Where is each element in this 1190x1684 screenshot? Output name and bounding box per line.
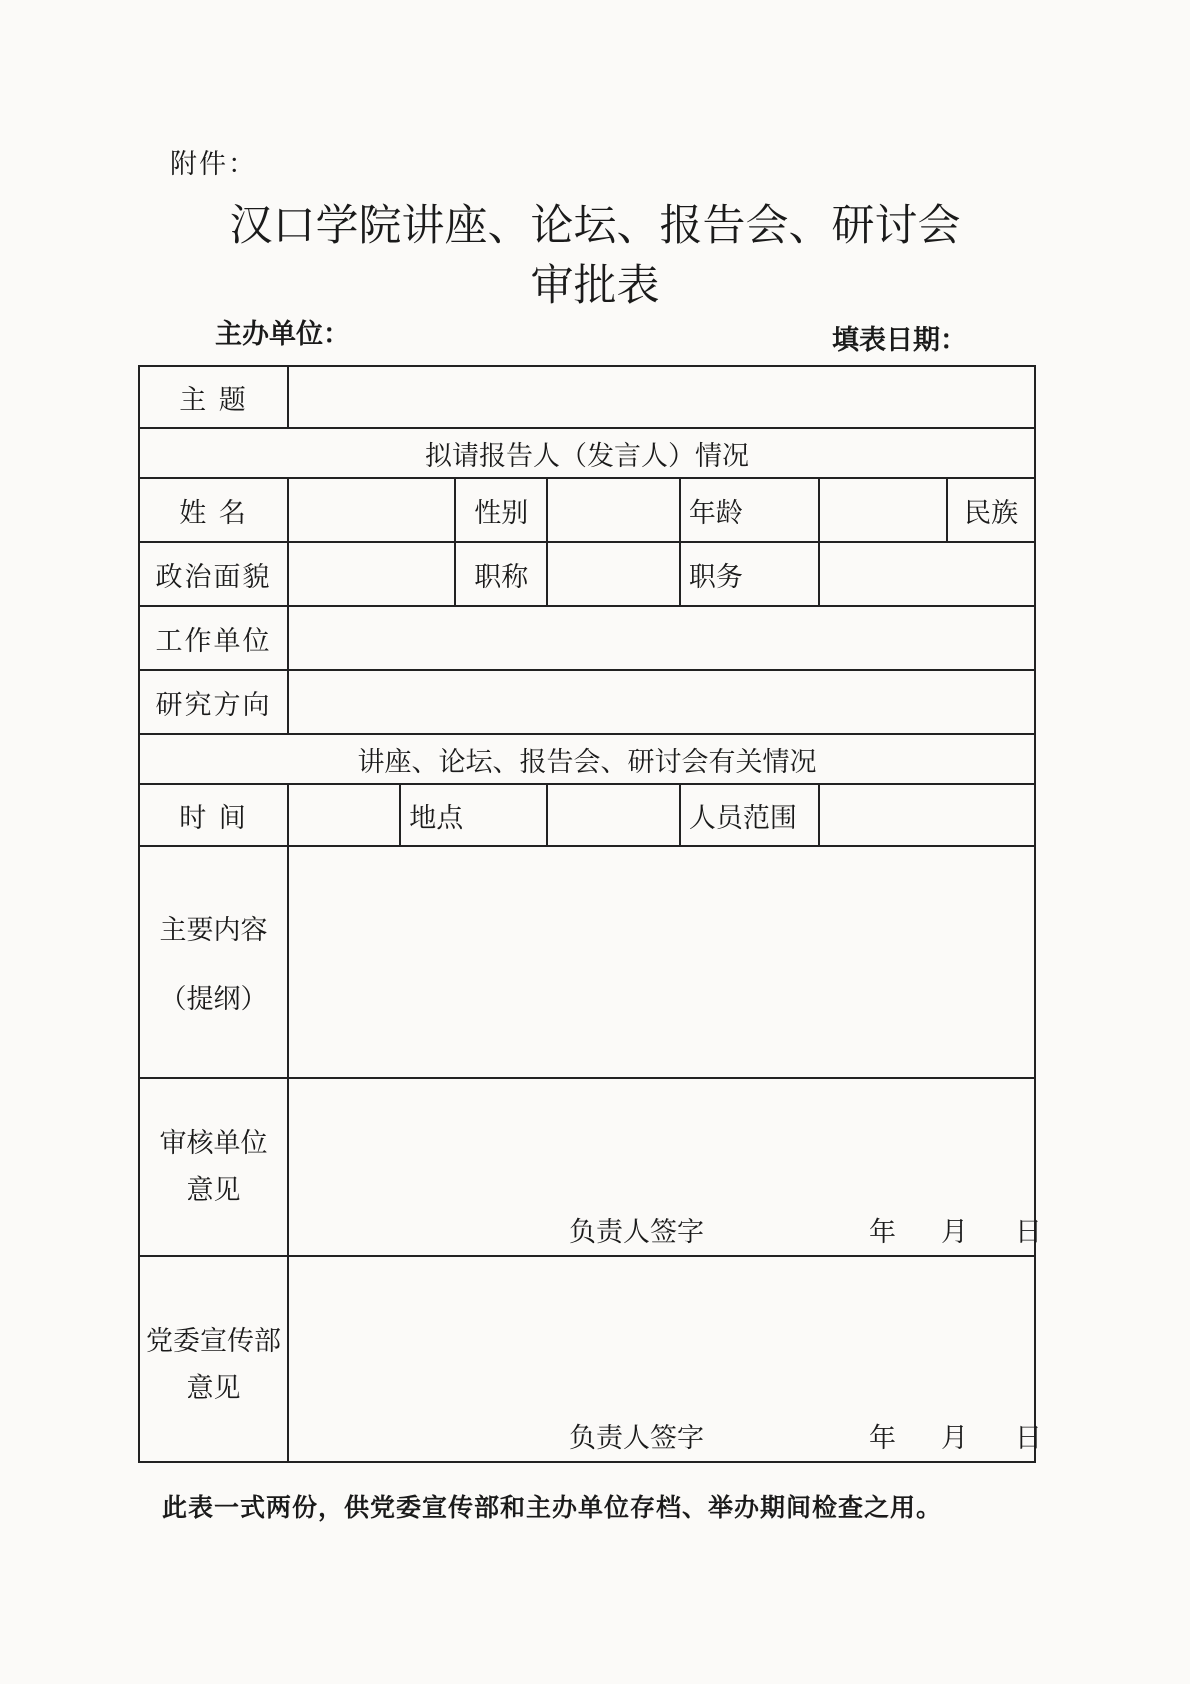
title-label: 职称 <box>455 542 547 606</box>
research-field[interactable] <box>288 670 1035 734</box>
title-field[interactable] <box>547 542 680 606</box>
content-row <box>139 846 1035 1078</box>
audience-field[interactable] <box>819 784 1035 846</box>
position-field[interactable] <box>819 542 1035 606</box>
name-label: 姓 名 <box>139 478 288 542</box>
age-field[interactable] <box>819 478 948 542</box>
ethnicity-label: 民族 <box>947 478 1035 542</box>
political-label: 政治面貌 <box>139 542 288 606</box>
party-year-label: 年 <box>868 1423 896 1454</box>
party-label-opinion: 意见 <box>186 1373 241 1404</box>
topic-label: 主 题 <box>139 366 288 428</box>
review-signature-label: 负责人签字 <box>568 1217 704 1248</box>
review-label-cell <box>139 1078 288 1256</box>
employer-label: 工作单位 <box>139 606 288 670</box>
approval-form-table <box>138 365 1042 1463</box>
employer-field[interactable] <box>288 606 1035 670</box>
review-month-label: 月 <box>940 1217 968 1248</box>
review-label-opinion: 意见 <box>186 1175 241 1206</box>
speaker-section-header: 拟请报告人（发言人）情况 <box>139 428 1035 478</box>
review-row <box>139 1078 1035 1256</box>
position-label: 职务 <box>680 542 819 606</box>
party-day-label: 日 <box>1014 1423 1042 1454</box>
event-section-row <box>139 734 1035 784</box>
time-field[interactable] <box>288 784 400 846</box>
audience-label: 人员范围 <box>680 784 819 846</box>
speaker-section-row <box>139 428 1035 478</box>
event-basic-row <box>139 784 1035 846</box>
form-subtitle: 审批表 <box>530 261 660 311</box>
speaker-basic-row <box>139 478 1035 542</box>
party-label-cell <box>139 1256 288 1462</box>
political-field[interactable] <box>288 542 455 606</box>
age-label: 年龄 <box>680 478 819 542</box>
host-unit-label: 主办单位： <box>215 319 350 350</box>
content-label: 主要内容 <box>159 915 268 946</box>
content-label-cell <box>139 846 288 1078</box>
attachment-label: 附件： <box>170 149 257 180</box>
review-label: 审核单位 <box>159 1128 268 1159</box>
topic-field[interactable] <box>288 366 1035 428</box>
location-label: 地点 <box>400 784 547 846</box>
party-signature-label: 负责人签字 <box>568 1423 704 1454</box>
fill-date-label: 填表日期： <box>832 325 967 356</box>
content-sublabel: （提纲） <box>159 984 268 1015</box>
research-label: 研究方向 <box>139 670 288 734</box>
review-day-label: 日 <box>1014 1217 1042 1248</box>
party-month-label: 月 <box>940 1423 968 1454</box>
name-field[interactable] <box>288 478 455 542</box>
gender-field[interactable] <box>547 478 680 542</box>
review-opinion-field[interactable] <box>288 1078 1042 1256</box>
party-row <box>139 1256 1035 1462</box>
topic-row <box>139 366 1035 428</box>
party-label: 党委宣传部 <box>145 1326 281 1357</box>
location-field[interactable] <box>547 784 680 846</box>
employer-row <box>139 606 1035 670</box>
speaker-title-row <box>139 542 1035 606</box>
party-opinion-field[interactable] <box>288 1256 1042 1462</box>
time-label: 时 间 <box>139 784 288 846</box>
research-row <box>139 670 1035 734</box>
footer-note: 此表一式两份，供党委宣传部和主办单位存档、举办期间检查之用。 <box>162 1493 943 1522</box>
content-field[interactable] <box>288 846 1035 1078</box>
review-year-label: 年 <box>868 1217 896 1248</box>
gender-label: 性别 <box>455 478 547 542</box>
event-section-header: 讲座、论坛、报告会、研讨会有关情况 <box>139 734 1035 784</box>
form-title: 汉口学院讲座、论坛、报告会、研讨会 <box>229 201 961 251</box>
